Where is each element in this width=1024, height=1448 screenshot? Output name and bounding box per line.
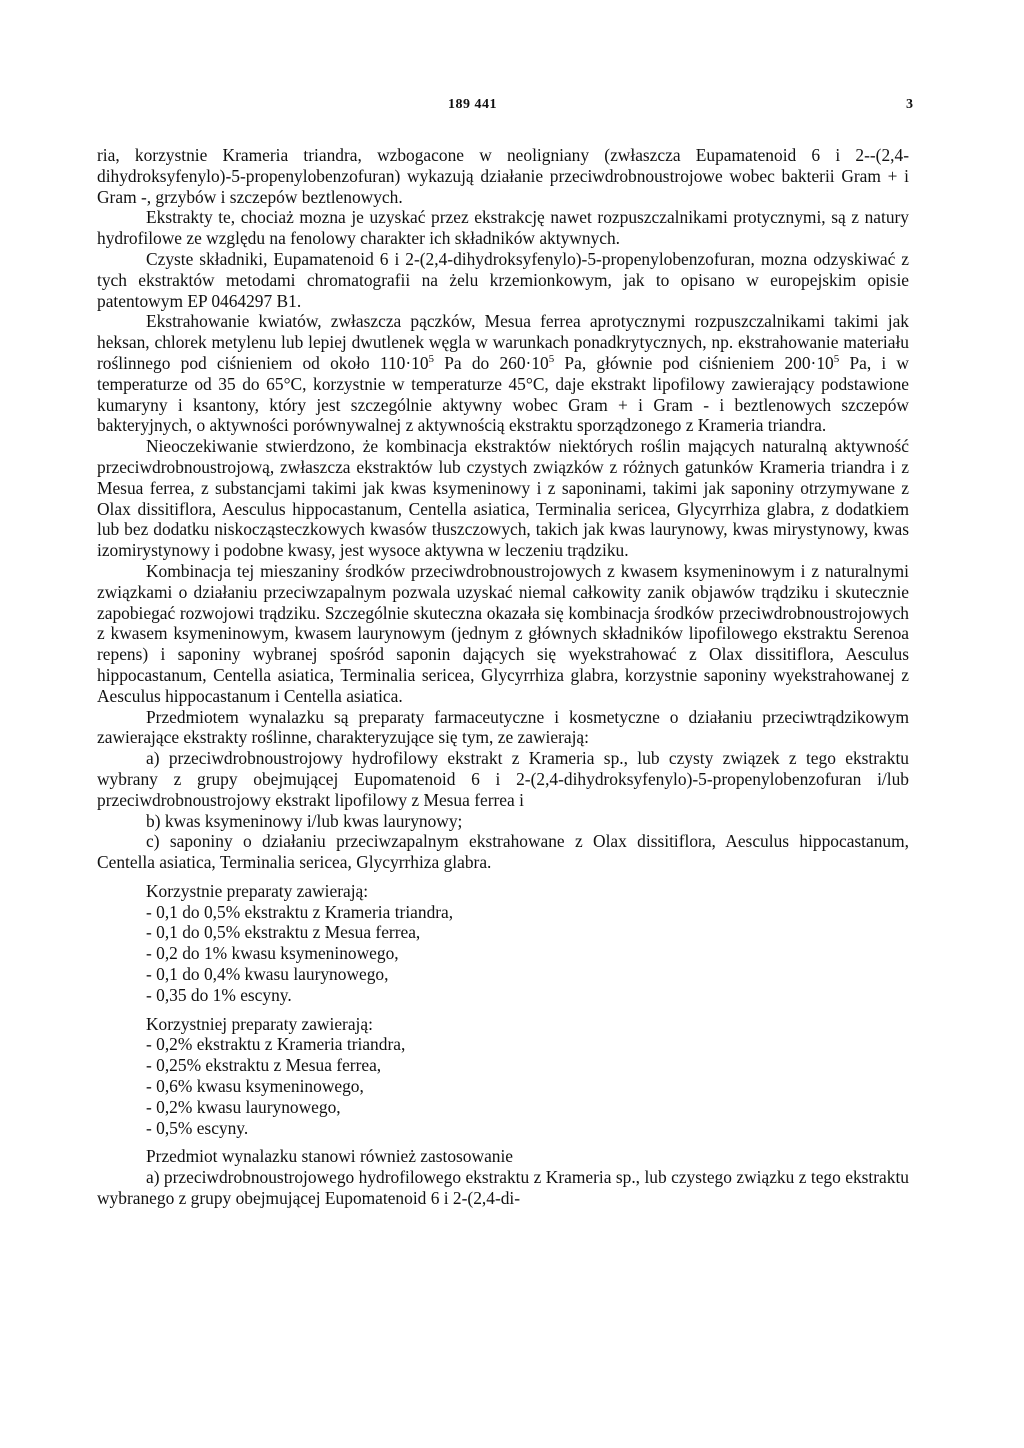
list-item: - 0,5% escyny. xyxy=(146,1117,249,1138)
claim-item-b: b) kwas ksymeninowy i/lub kwas laurynowy; xyxy=(146,810,463,831)
list-item: - 0,1 do 0,4% kwasu laurynowego, xyxy=(146,964,389,985)
more-preferred-list xyxy=(97,1034,909,1138)
list-item: - 0,6% kwasu ksymeninowego, xyxy=(146,1076,364,1097)
paragraph-mesua-extraction xyxy=(97,311,909,436)
preferred-list-heading: Korzystnie preparaty zawierają: xyxy=(146,880,369,901)
claim-item-a: a) przeciwdrobnoustrojowy hydrofilowy ekstrakt z Krameria sp., lub czysty związek z tego ekstraktu wybrany z grupy obejmującej Eupomatenoid 6 i 2-(2,4-dihydroksyfenylo)-5-propenylobenzofuran i/lub przeciwdrobnoustrojowy ekstrakt lipofilowy z Mesua ferrea i xyxy=(97,748,909,810)
body-text xyxy=(97,145,909,1209)
p4-part-d: Pa, i w temperaturze od 35 do 65°C, korzystnie w temperaturze 45°C, daje ekstrakt lipofilowy zawierający podstawione kumaryny i ksantony, który jest szczególnie aktywny wobec Gram + i Gram - i beztlenowych szczepów bakteryjnych, o aktywności porównywalnej z aktywnością ekstraktu sporządzonego z Krameria triandra. xyxy=(97,352,909,436)
list-item: - 0,2% ekstraktu z Krameria triandra, xyxy=(146,1034,406,1055)
more-preferred-list-heading: Korzystniej preparaty zawierają: xyxy=(146,1013,373,1034)
list-item: - 0,1 do 0,5% ekstraktu z Mesua ferrea, xyxy=(146,922,421,943)
paragraph-continuation: ria, korzystnie Krameria triandra, wzbogacone w neoligniany (zwłaszcza Eupamatenoid 6 i 2--(2,4-dihydroksyfenylo)-5-propenylobenzofuran) wykazują działanie przeciwdrobnoustrojowe wobec bakterii Gram + i Gram -, grzybów i szczepów beztlenowych. xyxy=(97,145,909,207)
paragraph-subject: Przedmiotem wynalazku są preparaty farmaceutyczne i kosmetyczne o działaniu przeciwtrądzikowym zawierające ekstrakty roślinne, charakteryzujące się tym, ze zawierają: xyxy=(97,706,909,748)
list-item: - 0,35 do 1% escyny. xyxy=(146,984,292,1005)
claim-item-c: c) saponiny o działaniu przeciwzapalnym ekstrahowane z Olax dissitiflora, Aesculus hippocastanum, Centella asiatica, Terminalia sericea, Glycyrrhiza glabra. xyxy=(97,831,909,873)
list-item: - 0,25% ekstraktu z Mesua ferrea, xyxy=(146,1055,382,1076)
exponent: 5 xyxy=(548,353,555,366)
paragraph-unexpected-finding: Nieoczekiwanie stwierdzono, że kombinacja ekstraktów niektórych roślin mających naturalną aktywność przeciwdrobnoustrojową, zwłaszcza ekstraktów lub czystych związków z różnych gatunków Krameria triandra i z Mesua ferrea, z substancjami takimi jak kwas ksymeninowy i z saponinami, takimi jak saponiny otrzymywane z Olax dissitiflora, Aesculus hippocastanum, Centella asiatica, Terminalia sericea, Glycyrrhiza glabra, z dodatkiem lub bez dodatku niskocząsteczkowych kwasów tłuszczowych, takich jak kwas laurynowy, kwas mirystynowy, kwas izomirystynowy i podobne kwasy, jest wysoce aktywna w leczeniu trądziku. xyxy=(97,436,909,561)
use-item-a: a) przeciwdrobnoustrojowego hydrofilowego ekstraktu z Krameria sp., lub czystego związku z tego ekstraktu wybranego z grupy obejmującej Eupomatenoid 6 i 2-(2,4-di- xyxy=(97,1167,909,1209)
patent-number: 189 441 xyxy=(448,97,497,112)
paragraph-extracts-hydrophilic: Ekstrakty te, chociaż mozna je uzyskać przez ekstrakcję nawet rozpuszczalnikami protycznymi, są z natury hydrofilowe ze względu na fenolowy charakter ich składników aktywnych. xyxy=(97,207,909,249)
page-number: 3 xyxy=(906,97,913,112)
exponent: 5 xyxy=(428,353,435,366)
use-heading: Przedmiot wynalazku stanowi również zastosowanie xyxy=(146,1146,514,1167)
paragraph-combination: Kombinacja tej mieszaniny środków przeciwdrobnoustrojowych z kwasem ksymeninowym i z naturalnymi związkami o działaniu przeciwzapalnym pozwala uzyskać niemal całkowity zanik objawów trądziku i skutecznie zapobiegać rozwojowi trądziku. Szczególnie skuteczna okazała się kombinacja środków przeciwdrobnoustrojowych z kwasem ksymeninowym, kwasem laurynowym (jednym z głównych składników lipofilowego ekstraktu Serenoa repens) i saponiny wybranej spośród saponin dających się wyekstrahować z Olax dissitiflora, Aesculus hippocastanum, Centella asiatica, Terminalia sericea, Glycyrrhiza glabra, korzystnie saponiny wyekstrahowanej z Aesculus hippocastanum i Centella asiatica. xyxy=(97,560,909,706)
p4-part-b: Pa do 260·10 xyxy=(434,352,549,373)
p4-part-c: Pa, głównie pod ciśnieniem 200·10 xyxy=(554,352,834,373)
exponent: 5 xyxy=(833,353,840,366)
p4-part-a: Ekstrahowanie kwiatów, zwłaszcza pączków, Mesua ferrea aprotycznymi rozpuszczalnikami takimi jak heksan, chlorek metylenu lub lepiej dwutlenek węgla w warunkach ponadkrytycznych, np. ekstrahowanie materiału roślinnego pod ciśnieniem od około 110·10 xyxy=(97,311,909,373)
list-item: - 0,2% kwasu laurynowego, xyxy=(146,1096,341,1117)
list-item: - 0,2 do 1% kwasu ksymeninowego, xyxy=(146,943,399,964)
preferred-list xyxy=(97,902,909,1006)
paragraph-pure-components: Czyste składniki, Eupamatenoid 6 i 2-(2,4-dihydroksyfenylo)-5-propenylobenzofuran, mozna odzyskiwać z tych ekstraktów metodami chromatografii na żelu krzemionkowym, jak to opisano w europejskim opisie patentowym EP 0464297 B1. xyxy=(97,248,909,311)
list-item: - 0,1 do 0,5% ekstraktu z Krameria triandra, xyxy=(146,901,454,922)
